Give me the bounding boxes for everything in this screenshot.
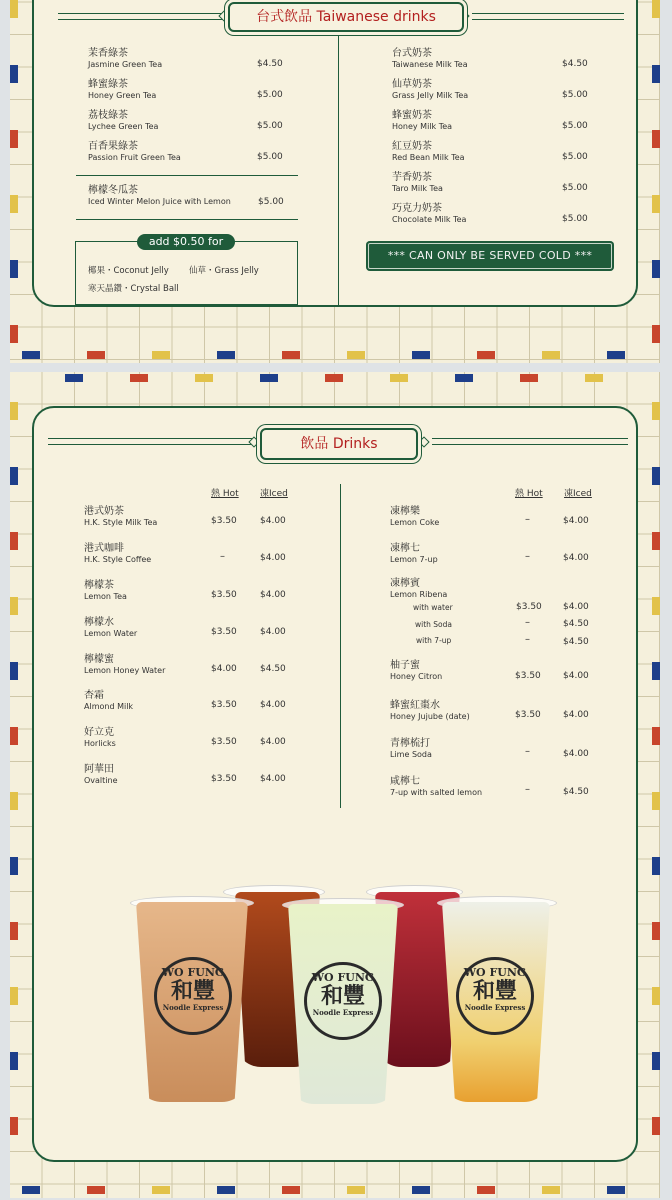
tile-accent bbox=[652, 922, 660, 940]
price: $5.00 bbox=[257, 121, 283, 131]
hot-price: $3.50 bbox=[211, 700, 237, 710]
menu-page-drinks bbox=[10, 372, 660, 1198]
tile-accent bbox=[477, 351, 495, 359]
tile-accent bbox=[87, 351, 105, 359]
tile-accent bbox=[10, 467, 18, 485]
price: $5.00 bbox=[562, 214, 588, 224]
title-rule-right bbox=[472, 13, 624, 20]
menu-item: 凍檸七 Lemon 7-up bbox=[390, 543, 438, 564]
title-rule-right bbox=[432, 438, 628, 445]
addon-label: add $0.50 for bbox=[137, 234, 235, 250]
hot-price: – bbox=[525, 634, 530, 645]
menu-item: 蜂蜜奶茶 Honey Milk Tea bbox=[392, 110, 453, 131]
tile-accent bbox=[652, 130, 660, 148]
tile-accent bbox=[22, 351, 40, 359]
tile-accent bbox=[65, 374, 83, 382]
tile-accent bbox=[585, 374, 603, 382]
menu-item: 百香果綠茶 Passion Fruit Green Tea bbox=[88, 141, 181, 162]
tile-accent bbox=[652, 0, 660, 18]
iced-price: $4.00 bbox=[563, 553, 589, 563]
column-divider bbox=[340, 484, 341, 808]
tile-accent bbox=[325, 374, 343, 382]
column-divider bbox=[338, 36, 339, 306]
tile-accent bbox=[10, 727, 18, 745]
tile-accent bbox=[652, 727, 660, 745]
tile-accent bbox=[652, 1117, 660, 1135]
tile-accent bbox=[542, 1186, 560, 1194]
tile-accent bbox=[282, 1186, 300, 1194]
tile-accent bbox=[10, 597, 18, 615]
hot-price: – bbox=[525, 551, 530, 562]
menu-item: 青檸梳打 Lime Soda bbox=[390, 738, 432, 759]
tile-accent bbox=[217, 351, 235, 359]
menu-item: 港式奶茶 H.K. Style Milk Tea bbox=[84, 506, 158, 527]
tile-accent bbox=[652, 260, 660, 278]
cold-only-notice: *** CAN ONLY BE SERVED COLD *** bbox=[366, 241, 614, 271]
brand-logo: WO FUNG 和豐 Noodle Express bbox=[304, 962, 382, 1040]
tile-accent bbox=[10, 532, 18, 550]
tile-accent bbox=[10, 325, 18, 343]
menu-item: 柚子蜜 Honey Citron bbox=[390, 660, 443, 681]
price: $5.00 bbox=[257, 152, 283, 162]
tile-accent bbox=[412, 1186, 430, 1194]
iced-price: $4.00 bbox=[563, 749, 589, 759]
price: $4.50 bbox=[562, 59, 588, 69]
hot-price: $3.50 bbox=[211, 627, 237, 637]
tile-accent bbox=[652, 195, 660, 213]
section-title: 飲品 Drinks bbox=[260, 428, 418, 460]
tile-accent bbox=[130, 374, 148, 382]
tile-accent bbox=[217, 1186, 235, 1194]
tile-accent bbox=[10, 65, 18, 83]
title-rule-left bbox=[48, 438, 254, 445]
iced-header: 凍Iced bbox=[260, 489, 288, 499]
tile-accent bbox=[10, 130, 18, 148]
tile-accent bbox=[10, 260, 18, 278]
menu-item: 茉香綠茶 Jasmine Green Tea bbox=[88, 48, 163, 69]
price: $5.00 bbox=[562, 183, 588, 193]
iced-price: $4.00 bbox=[260, 590, 286, 600]
hot-price: – bbox=[525, 617, 530, 628]
hot-price: – bbox=[525, 746, 530, 757]
hot-price: – bbox=[220, 551, 225, 562]
price: $5.00 bbox=[562, 90, 588, 100]
tile-accent bbox=[652, 402, 660, 420]
tile-accent bbox=[390, 374, 408, 382]
tile-accent bbox=[412, 351, 430, 359]
menu-item: 檸檬冬瓜茶 Iced Winter Melon Juice with Lemon bbox=[88, 185, 231, 206]
iced-price: $4.50 bbox=[563, 787, 589, 797]
addon-option: 仙草・Grass Jelly bbox=[189, 266, 259, 276]
menu-item: 蜂蜜紅棗水 Honey Jujube (date) bbox=[390, 700, 470, 721]
tile-accent bbox=[652, 65, 660, 83]
iced-price: $4.00 bbox=[260, 516, 286, 526]
menu-item: 台式奶茶 Taiwanese Milk Tea bbox=[392, 48, 468, 69]
iced-price: $4.00 bbox=[563, 516, 589, 526]
iced-price: $4.00 bbox=[260, 627, 286, 637]
price: $5.00 bbox=[258, 197, 284, 207]
tile-accent bbox=[10, 857, 18, 875]
tile-accent bbox=[152, 1186, 170, 1194]
menu-item: 檸檬水 Lemon Water bbox=[84, 617, 138, 638]
price: $5.00 bbox=[257, 90, 283, 100]
tile-accent bbox=[652, 987, 660, 1005]
hot-price: $3.50 bbox=[515, 671, 541, 681]
tile-accent bbox=[152, 351, 170, 359]
tile-accent bbox=[607, 351, 625, 359]
iced-price: $4.00 bbox=[260, 737, 286, 747]
menu-item: 好立克 Horlicks bbox=[84, 727, 116, 748]
tile-accent bbox=[10, 195, 18, 213]
tile-accent bbox=[282, 351, 300, 359]
iced-price: $4.00 bbox=[563, 602, 589, 612]
menu-item: 阿華田 Ovaltine bbox=[84, 764, 118, 785]
menu-item: 荔枝綠茶 Lychee Green Tea bbox=[88, 110, 159, 131]
tile-accent bbox=[652, 1052, 660, 1070]
tile-accent bbox=[652, 597, 660, 615]
hot-price: $3.50 bbox=[211, 774, 237, 784]
tile-accent bbox=[652, 857, 660, 875]
ribena-option: with water bbox=[413, 603, 453, 612]
brand-logo: WO FUNG 和豐 Noodle Express bbox=[456, 957, 534, 1035]
ribena-option: with 7-up bbox=[416, 636, 452, 645]
tile-accent bbox=[347, 1186, 365, 1194]
tile-accent bbox=[10, 1117, 18, 1135]
tile-accent bbox=[652, 532, 660, 550]
menu-item: 凍檸樂 Lemon Coke bbox=[390, 506, 440, 527]
price: $5.00 bbox=[562, 121, 588, 131]
brand-logo: WO FUNG 和豐 Noodle Express bbox=[154, 957, 232, 1035]
tile-accent bbox=[652, 325, 660, 343]
tile-accent bbox=[477, 1186, 495, 1194]
menu-item: 凍檸賓 Lemon Ribena bbox=[390, 578, 448, 599]
price: $4.50 bbox=[257, 59, 283, 69]
hot-price: $3.50 bbox=[516, 602, 542, 612]
tile-accent bbox=[10, 402, 18, 420]
iced-price: $4.00 bbox=[260, 700, 286, 710]
hot-header: 熱 Hot bbox=[515, 489, 543, 499]
hot-price: $3.50 bbox=[515, 710, 541, 720]
title-rule-left bbox=[58, 13, 226, 20]
menu-item: 杏霜 Almond Milk bbox=[84, 690, 134, 711]
tile-accent bbox=[10, 792, 18, 810]
menu-item: 港式咖啡 H.K. Style Coffee bbox=[84, 543, 152, 564]
ribena-option: with Soda bbox=[415, 620, 453, 629]
hot-price: – bbox=[525, 784, 530, 795]
iced-price: $4.00 bbox=[260, 774, 286, 784]
menu-item: 芋香奶茶 Taro Milk Tea bbox=[392, 172, 443, 193]
addon-option: 寒天晶鑽・Crystal Ball bbox=[88, 284, 179, 294]
tile-accent bbox=[455, 374, 473, 382]
tile-accent bbox=[652, 662, 660, 680]
menu-item: 巧克力奶茶 Chocolate Milk Tea bbox=[392, 203, 467, 224]
hot-price: $3.50 bbox=[211, 590, 237, 600]
tile-accent bbox=[10, 922, 18, 940]
hot-price: $3.50 bbox=[211, 737, 237, 747]
tile-accent bbox=[260, 374, 278, 382]
menu-item: 檸檬蜜 Lemon Honey Water bbox=[84, 654, 166, 675]
tile-accent bbox=[10, 987, 18, 1005]
hot-price: $4.00 bbox=[211, 664, 237, 674]
menu-item: 紅豆奶茶 Red Bean Milk Tea bbox=[392, 141, 465, 162]
iced-header: 凍Iced bbox=[564, 489, 592, 499]
section-title: 台式飲品 Taiwanese drinks bbox=[228, 2, 464, 32]
menu-page-taiwanese bbox=[10, 0, 660, 363]
tile-accent bbox=[652, 467, 660, 485]
iced-price: $4.00 bbox=[563, 710, 589, 720]
menu-item: 蜂蜜綠茶 Honey Green Tea bbox=[88, 79, 157, 100]
menu-item: 咸檸七 7-up with salted lemon bbox=[390, 776, 483, 797]
iced-price: $4.00 bbox=[260, 553, 286, 563]
menu-item: 檸檬茶 Lemon Tea bbox=[84, 580, 127, 601]
tile-accent bbox=[607, 1186, 625, 1194]
menu-item: 仙草奶茶 Grass Jelly Milk Tea bbox=[392, 79, 469, 100]
divider bbox=[76, 219, 298, 220]
hot-price: – bbox=[525, 514, 530, 525]
tile-accent bbox=[22, 1186, 40, 1194]
iced-price: $4.50 bbox=[563, 637, 589, 647]
price: $5.00 bbox=[562, 152, 588, 162]
tile-accent bbox=[520, 374, 538, 382]
hot-header: 熱 Hot bbox=[211, 489, 239, 499]
tile-accent bbox=[195, 374, 213, 382]
tile-accent bbox=[10, 1052, 18, 1070]
tile-accent bbox=[87, 1186, 105, 1194]
divider bbox=[76, 175, 298, 176]
hot-price: $3.50 bbox=[211, 516, 237, 526]
iced-price: $4.50 bbox=[260, 664, 286, 674]
addon-option: 椰果・Coconut Jelly bbox=[88, 266, 169, 276]
iced-price: $4.00 bbox=[563, 671, 589, 681]
tile-accent bbox=[542, 351, 560, 359]
tile-accent bbox=[10, 662, 18, 680]
tile-accent bbox=[347, 351, 365, 359]
iced-price: $4.50 bbox=[563, 619, 589, 629]
tile-accent bbox=[652, 792, 660, 810]
tile-accent bbox=[10, 0, 18, 18]
